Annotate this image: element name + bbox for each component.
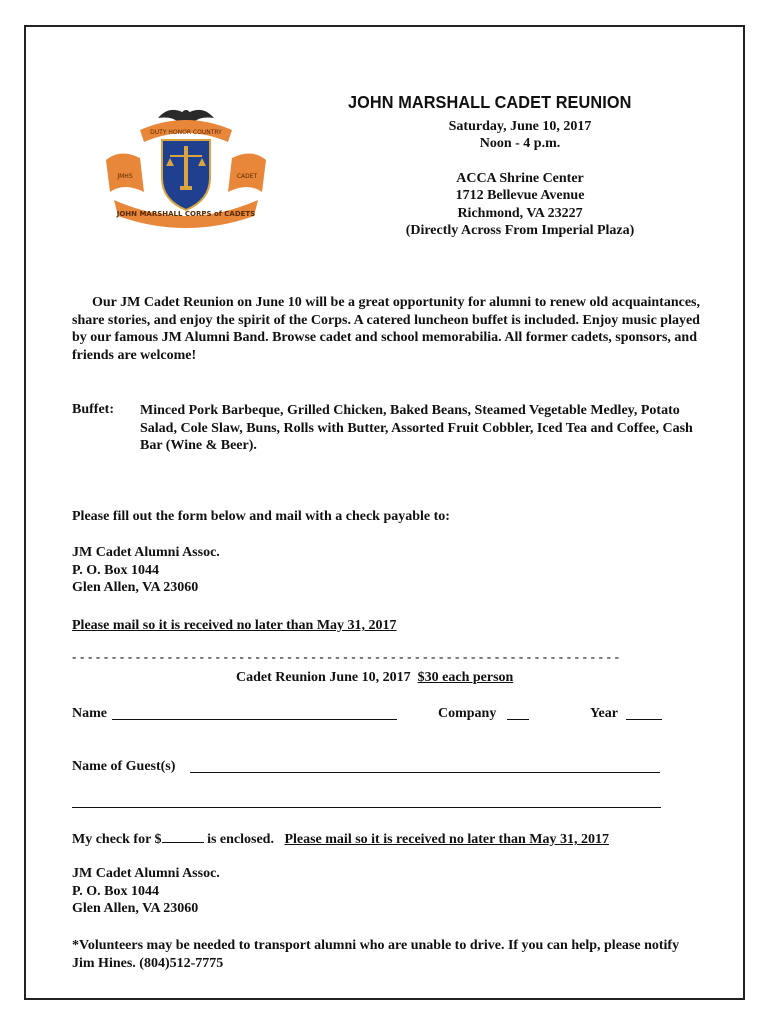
venue-city: Richmond, VA 23227 [457,206,583,221]
check-amount-field[interactable] [162,830,204,843]
company-field[interactable] [507,705,529,720]
address-line-2: P. O. Box 1044 [72,562,159,578]
check-deadline: Please mail so it is received no later than May 31, 2017 [284,832,610,847]
intro-paragraph: Our JM Cadet Reunion on June 10 will be a great opportunity for alumni to renew old acquaintances, share stories, and enjoy the spirit of the Corps. A catered luncheon buffet is included. Enjoy music played by our famous JM Alumni Band. Browse cadet and school memorabilia. All former cadets, sponsors, and friends are welcome! [72,295,701,363]
check-prefix: My check for $ [72,832,162,847]
address-line-3: Glen Allen, VA 23060 [72,580,199,595]
svg-text:CADET: CADET [236,173,258,180]
logo-top-text: DUTY HONOR COUNTRY [150,129,222,136]
venue-street: 1712 Bellevue Avenue [455,188,585,203]
cadet-crest-logo [100,100,272,232]
venue-name: ACCA Shrine Center [456,171,584,186]
volunteer-note: *Volunteers may be needed to transport alumni who are unable to drive. If you can help, please notify Jim Hines. (804)512-7775 [72,938,680,971]
check-line [72,830,609,848]
mail-instructions: Please fill out the form below and mail with a check payable to: [72,509,450,524]
address2-line-2: P. O. Box 1044 [72,883,159,899]
mailing-address-2 [72,865,702,918]
guests-label: Name of Guest(s) [72,759,176,774]
name-label: Name [72,706,107,721]
buffet-label: Buffet: [72,402,114,417]
venue-directions: (Directly Across From Imperial Plaza) [405,223,635,238]
address-line-1: JM Cadet Alumni Assoc. [72,545,220,560]
svg-text:JMHS: JMHS [117,173,133,180]
year-field[interactable] [626,705,662,720]
buffet-items: Minced Pork Barbeque, Grilled Chicken, Baked Beans, Steamed Vegetable Medley, Potato Salad, Cole Slaw, Buns, Rolls with Butter, Assorted Fruit Cobbler, Iced Tea and Coffee, Cash Bar (Wine & Beer). [140,403,693,453]
form-heading-text: Cadet Reunion June 10, 2017 [236,670,411,685]
form-price: $30 each person [417,670,514,685]
logo-bottom-text: JOHN MARSHALL CORPS of CADETS [116,210,256,218]
cut-line: - - - - - - - - - - - - - - - - - - - - - - - - - - - - - - - - - - - - - - - - - - - - - - - - - - - - - - - - - - - - - - - - - - - - - [72,649,620,664]
address2-line-3: Glen Allen, VA 23060 [72,901,199,916]
mailing-address [72,544,702,597]
company-label: Company [438,706,497,721]
guests-field-1[interactable] [190,758,660,773]
name-field[interactable] [112,705,397,720]
deadline-notice: Please mail so it is received no later than May 31, 2017 [72,618,397,633]
event-time: Noon - 4 p.m. [479,136,561,151]
event-date: Saturday, June 10, 2017 [448,119,592,134]
address2-line-1: JM Cadet Alumni Assoc. [72,866,220,881]
year-label: Year [590,706,618,721]
event-title: JOHN MARSHALL CADET REUNION [348,92,632,112]
form-heading [236,670,513,686]
guests-field-2[interactable] [72,793,661,808]
check-suffix: is enclosed. [203,832,274,847]
